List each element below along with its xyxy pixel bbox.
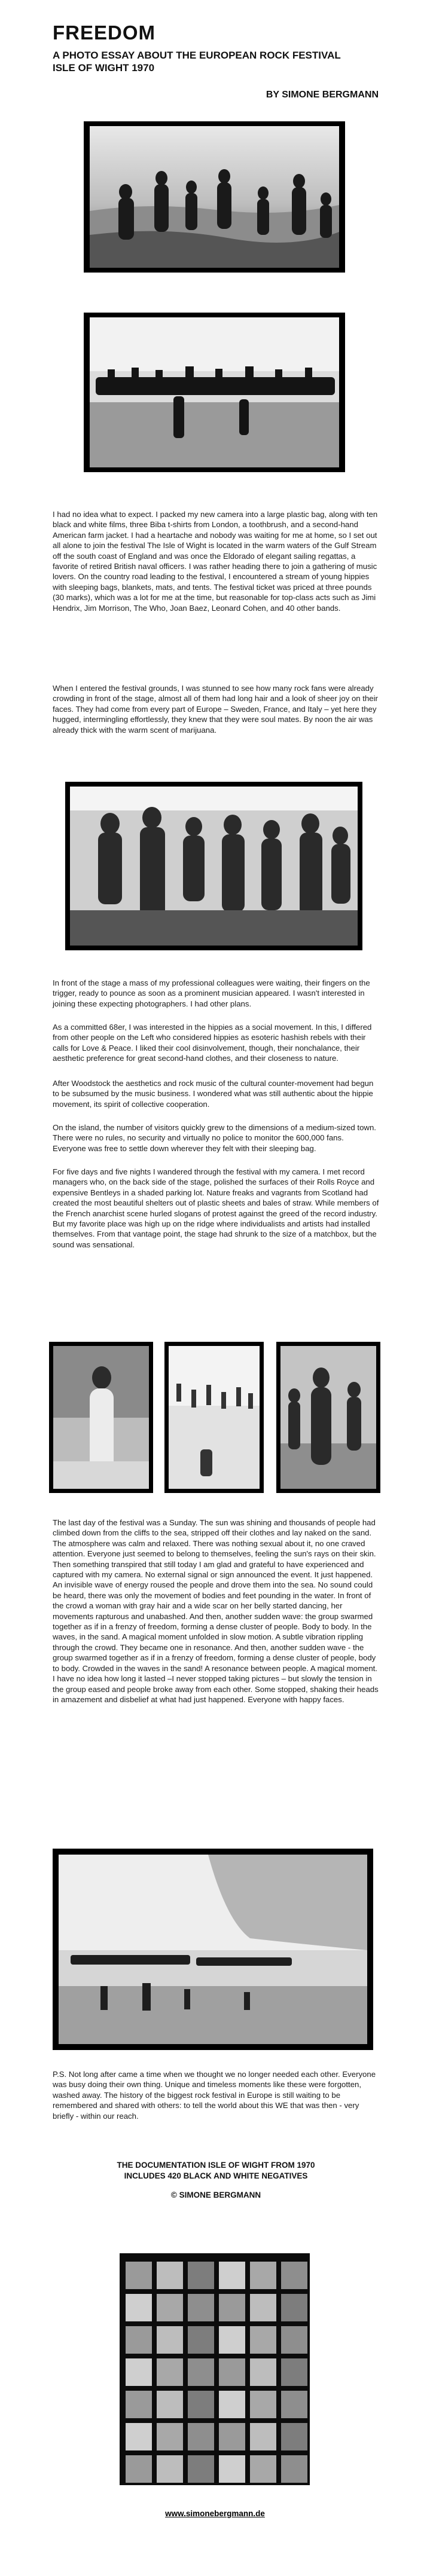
photo-woman-on-beach [49,1342,153,1493]
essay-paragraph: For five days and five nights I wandered through the festival with my camera. I met record managers who, on the back side of the stage, polished the surfaces of their Rolls Royce and expensive Bentleys in a shaded parking lot. Nature freaks and vagrants from Scotland had created the most beautiful shelters out of plastic sheets and bales of straw. While members of the French anarchist scene hurled slogans of protest against the greed of the record industry. But my favorite place was high up on the ridge where individualists and artists had installed themselves. From that vantage point, the stage had shrunk to the size of a matchbox, but the sound was sensational. [53,1167,379,1249]
photo-beach-group [164,1342,264,1493]
contact-sheet-frame [126,2294,152,2321]
essay-paragraph: As a committed 68er, I was interested in the hippies as a social movement. In this, I differed from other people on the Left who considered hippies as esoteric hashish rebels with their calls for Love & Peace. I liked their cool disinvolvement, though, their nonchalance, their aesthetic preference for great second-hand clothes, and their closeness to nature. [53,1023,372,1063]
contact-sheet-frame [219,2262,245,2289]
essay-paragraph: I had no idea what to expect. I packed my new camera into a large plastic bag, along with ten black and white films, three Biba t-shirts from London, a toothbrush, and a second-hand American farm jacket. I had a heartache and nobody was waiting for me at home, so I set out all alone to join the festival The Isle of Wight is located in the warm waters of the Gulf Stream off the south coast of England and was once the Eldorado of elegant sailing regattas, a favorite of retired British naval officers. I was rather heading there to join a gathering of music lovers. On the country road leading to the festival, I encountered a stream of young hippies with sleeping bags, blankets, mats, and tents. The festival ticket was priced at three pounds (30 marks), which was a lot for me at the time, but reasonable for top-class acts such as Jimi Hendrix, Jim Morrison, The Who, Joan Baez, Leonard Cohen, and 40 other bands. [53,510,378,613]
contact-sheet-frame [219,2326,245,2354]
contact-sheet-frame [157,2294,183,2321]
contact-sheet-frame [281,2358,307,2386]
contact-sheet-frame [188,2262,214,2289]
contact-sheet-frame [219,2391,245,2418]
essay-paragraph: In front of the stage a mass of my professional colleagues were waiting, their fingers on the trigger, ready to pounce as soon as a prominent musician appeared. I wasn't interested in joining these expecting photographers. I had other plans. [53,978,370,1008]
photo-running-into-sea [84,121,345,273]
photo-crowd-in-water [84,313,345,472]
contact-sheet-frame [281,2262,307,2289]
contact-sheet-frame [157,2358,183,2386]
contact-sheet-frame [157,2262,183,2289]
documentation-line-1: THE DOCUMENTATION ISLE OF WIGHT FROM 1970 [117,2161,315,2170]
contact-sheet-frame [126,2455,152,2483]
contact-sheet-frame [219,2294,245,2321]
contact-sheet-frame [126,2326,152,2354]
contact-sheet-frame [126,2262,152,2289]
photo-dancing-woman [276,1342,380,1493]
author-byline: BY SIMONE BERGMANN [266,90,379,100]
contact-sheet-frame [250,2391,276,2418]
contact-sheet-frame [157,2326,183,2354]
contact-sheet-frame [126,2391,152,2418]
essay-paragraph: The last day of the festival was a Sunday. The sun was shining and thousands of people had climbed down from the cliffs to the sea, stripped off their clothes and lay naked on the sand. The atmosphere was calm and relaxed. There was nothing sexual about it, no one craved attention. Everyone just seemed to belong to themselves, feeling the sun's rays on their skin. Then something transpired that still today I am glad and grateful to have experienced and captured with my camera. No external signal or sign announced the event. It just happened. An invisible wave of energy roused the people and drove them into the sea. No sound could be heard, there was only the movement of bodies and feet pounding in the water. In front of the crowd a woman with gray hair and a wide scar on her belly started dancing, her movements rapturous and unabashed. And then, another sudden wave: the group swarmed together as if in a frenzy of freedom, forming a dense cluster of people. Body to body. In the waves, in the sand. A magical moment unfolded in slow motion. A subtle vibration rippling through the crowd. They became one in resonance. And then, another sudden wave - the group swarmed together as if in a frenzy of freedom, forming a dense cluster of people, body to body. Crowded in the waves in the sand! A resonance between people. A magical moment. I have no idea how long it lasted –I never stopped taking pictures – but slowly the tension in the group eased and people broke away from each other. Some stopped, shaking their heads in amazement and disbelief at what had just happened. Everyone with happy faces. [53,1518,379,1704]
website-link[interactable]: www.simonebergmann.de [165,2509,265,2518]
copyright: © SIMONE BERGMANN [170,2190,261,2199]
essay-paragraph: When I entered the festival grounds, I was stunned to see how many rock fans were already crowding in front of the stage, almost all of them had long hair and a look of sheer joy on their faces. They had come from every part of Europe – Sweden, France, and Italy – yet here they hugged, intermingling effortlessly, they knew that they were soul mates. By noon the air was already thick with the warm scent of marijuana. [53,684,378,735]
contact-sheet-frame [281,2294,307,2321]
contact-sheet-frame [250,2326,276,2354]
photo-festival-crowd [65,782,362,950]
contact-sheet-frame [157,2423,183,2450]
contact-sheet-frame [281,2423,307,2450]
contact-sheet-frame [188,2455,214,2483]
contact-sheet [120,2253,310,2485]
contact-sheet-frame [250,2262,276,2289]
page-subtitle: A PHOTO ESSAY ABOUT THE EUROPEAN ROCK FESTIVAL ISLE OF WIGHT 1970 [53,50,341,74]
contact-sheet-frame [188,2423,214,2450]
photo-cliffs-and-sea [53,1849,373,2050]
documentation-note [53,2160,379,2201]
essay-paragraph: After Woodstock the aesthetics and rock music of the cultural counter-movement had begun to be subsumed by the music business. I wondered what was still authentic about the hippie movement, its spirit of collective cooperation. [53,1079,374,1109]
contact-sheet-frame [281,2391,307,2418]
contact-sheet-frame [219,2358,245,2386]
contact-sheet-frame [188,2358,214,2386]
contact-sheet-frame [157,2455,183,2483]
contact-sheet-frame [250,2294,276,2321]
contact-sheet-frame [157,2391,183,2418]
contact-sheet-frame [281,2455,307,2483]
contact-sheet-frame [126,2423,152,2450]
contact-sheet-frame [250,2358,276,2386]
page-title: FREEDOM [53,22,155,44]
essay-paragraph: On the island, the number of visitors quickly grew to the dimensions of a medium-sized town. There were no rules, no security and virtually no police to monitor the 600,000 fans. Everyone was free to settle down wherever they felt with their sleeping bag. [53,1123,376,1153]
contact-sheet-frame [250,2423,276,2450]
contact-sheet-frame [188,2391,214,2418]
contact-sheet-frame [219,2455,245,2483]
contact-sheet-frame [250,2455,276,2483]
contact-sheet-frame [219,2423,245,2450]
contact-sheet-frame [126,2358,152,2386]
documentation-line-2: INCLUDES 420 BLACK AND WHITE NEGATIVES [124,2171,308,2180]
contact-sheet-frame [188,2326,214,2354]
contact-sheet-frame [281,2326,307,2354]
essay-paragraph: P.S. Not long after came a time when we thought we no longer needed each other. Everyone was busy doing their own thing. Unique and timeless moments like these were forgotten, washed away. The history of the biggest rock festival in Europe is still waiting to be remembered and shared with others: to tell the world about this WE that was then - very briefly - within our reach. [53,2070,376,2121]
contact-sheet-frame [188,2294,214,2321]
